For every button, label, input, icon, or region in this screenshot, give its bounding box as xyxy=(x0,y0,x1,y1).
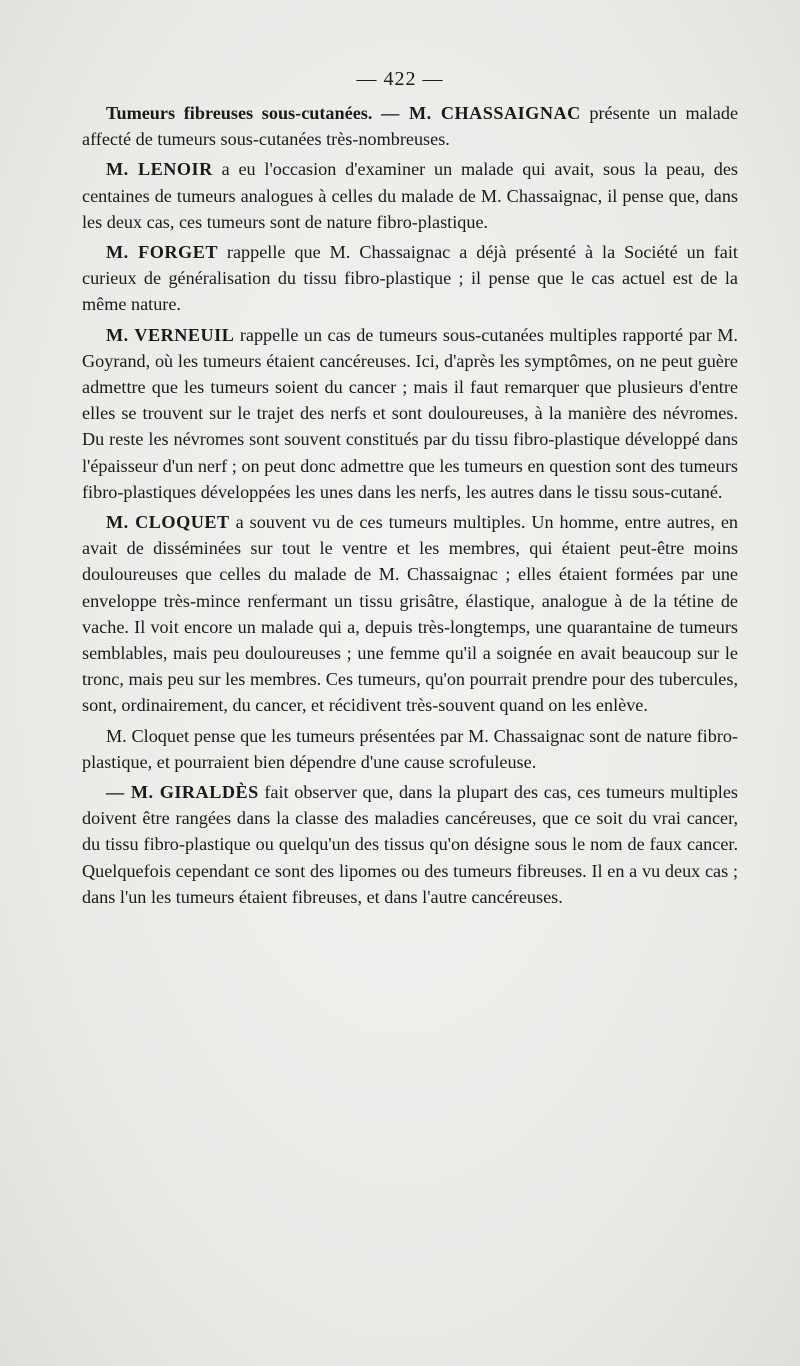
paragraph-cloquet xyxy=(82,509,738,719)
paragraph-cloquet-opinion xyxy=(82,723,738,775)
speaker-name: M. LENOIR xyxy=(106,159,213,180)
speaker-name: M. VERNEUIL xyxy=(106,324,235,345)
paragraph-text: rappelle un cas de tumeurs sous-cutanées multiples rapporté par M. Goyrand, où les tumeurs étaient cancéreuses. Ici, d'après les symptômes, on ne peut guère admettre que les tumeurs soient du cancer ; mais il faut remarquer que plusieurs d'entre elles se trouvent sur le trajet des nerfs et sont douloureuses, à la manière des névromes. Du reste les névromes sont souvent constitués par du tissu fibro-plastique développé dans l'épaisseur d'un nerf ; on peut donc admettre que les tumeurs en question sont des tumeurs fibro-plastiques développées les unes dans les nerfs, les autres dans le tissu sous-cutané. xyxy=(82,324,738,502)
paragraph-text: rappelle que M. Chassaignac a déjà présenté à la Société un fait curieux de généralisation du tissu fibro-plastique ; il pense que le cas actuel est de la même nature. xyxy=(82,242,738,315)
paragraph-lenoir xyxy=(82,156,738,235)
speaker-name: — M. GIRALDÈS xyxy=(106,782,259,803)
paragraph-giraldes xyxy=(82,779,738,910)
paragraph-forget xyxy=(82,239,738,318)
paragraph-chassaignac xyxy=(82,100,738,152)
paragraph-text: a souvent vu de ces tumeurs multiples. Un homme, entre autres, en avait de disséminées sur tout le ventre et les membres, qui étaient peut-être moins douloureuses que celles du malade de M. Chassaignac ; elles étaient formées par une enveloppe très-mince renfermant un tissu grisâtre, élastique, analogue à de la tétine de vache. Il voit encore un malade qui a, depuis très-longtemps, une quarantaine de tumeurs semblables, mais peu douloureuses ; une femme qu'il a soignée en avait beaucoup sur le tronc, mais peu sur les membres. Ces tumeurs, qu'on pourrait prendre pour des tubercules, sont, ordinairement, du cancer, et récidivent très-souvent quand on les enlève. xyxy=(82,512,739,716)
speaker-name: M. FORGET xyxy=(106,242,218,263)
speaker-name: M. CLOQUET xyxy=(106,512,230,533)
document-body xyxy=(82,100,738,914)
paragraph-text: fait observer que, dans la plupart des cas, ces tumeurs multiples doivent être rangées dans la classe des maladies cancéreuses, que ce soit du vrai cancer, du tissu fibro-plastique ou quelqu'un des tissus qu'on désigne sous le nom de faux cancer. Quelquefois cependant ce sont des lipomes ou des tumeurs fibreuses. Il en a vu deux cas ; dans l'un les tumeurs étaient fibreuses, et dans l'autre cancéreuses. xyxy=(82,782,738,907)
paragraph-verneuil xyxy=(82,322,738,505)
section-heading: Tumeurs fibreuses sous-cutanées. xyxy=(106,103,373,123)
paragraph-text: présente un malade affecté de tumeurs sous-cutanées très-nombreuses. xyxy=(82,103,739,150)
paragraph-text: a eu l'occasion d'examiner un malade qui avait, sous la peau, des centaines de tumeurs analogues à celles du malade de M. Chassaignac, il pense que, dans les deux cas, ces tumeurs sont de nature fibro-plastique. xyxy=(82,159,739,232)
page-number: — 422 — xyxy=(356,68,444,90)
paragraph-text: M. Cloquet pense que les tumeurs présentées par M. Chassaignac sont de nature fibro-plastique, et pourraient bien dépendre d'une cause scrofuleuse. xyxy=(82,725,738,772)
speaker-name: — M. CHASSAIGNAC xyxy=(381,103,581,123)
